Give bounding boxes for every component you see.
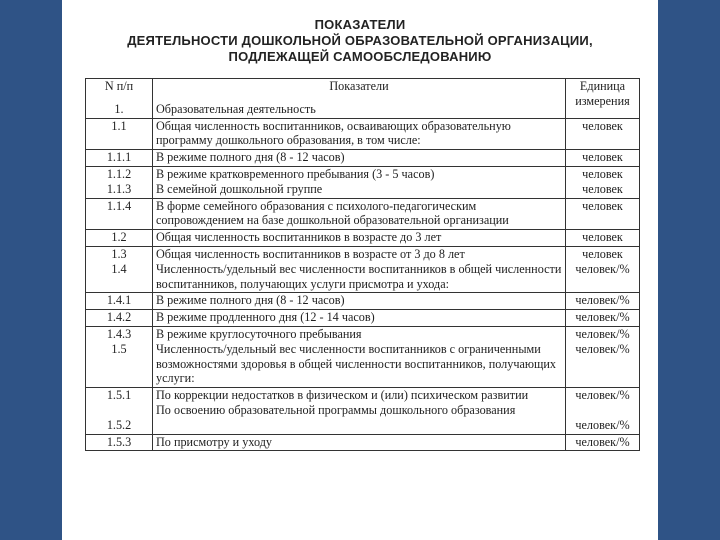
row-text: Общая численность воспитанников в возрасте от 3 до 8 лет xyxy=(156,246,465,261)
table-row xyxy=(86,166,640,198)
table-row xyxy=(86,388,640,434)
row-num-group xyxy=(86,326,153,387)
row-unit: человек/% xyxy=(566,310,640,327)
row-num: 1.5 xyxy=(111,341,127,356)
row-unit: человек xyxy=(566,198,640,230)
table-row xyxy=(86,293,640,310)
table-row xyxy=(86,434,640,451)
row-text-group xyxy=(153,388,566,434)
row-text: В форме семейного образования с психолого-педагогическим сопровождением на базе дошкольной образовательной организации xyxy=(153,198,566,230)
row-num: 1.1 xyxy=(86,118,153,150)
title-line-2: ДЕЯТЕЛЬНОСТИ ДОШКОЛЬНОЙ ОБРАЗОВАТЕЛЬНОЙ ОРГАНИЗАЦИИ, xyxy=(127,33,593,48)
table-row xyxy=(86,326,640,387)
table-row xyxy=(86,246,640,292)
row-unit-group xyxy=(566,246,640,292)
row-unit: человек xyxy=(582,246,623,261)
row-unit: человек xyxy=(566,230,640,247)
table-header-row xyxy=(86,79,640,119)
row-num: 1.1.3 xyxy=(106,181,132,196)
row-text: В режиме полного дня (8 - 12 часов) xyxy=(153,150,566,167)
row-unit: человек xyxy=(582,181,623,196)
header-indicator: Показатели xyxy=(329,79,389,93)
row-text: В режиме круглосуточного пребывания xyxy=(156,326,362,341)
document-title xyxy=(62,17,658,65)
row-text: Общая численность воспитанников, осваивающих образовательную программу дошкольного образования, в том числе: xyxy=(153,118,566,150)
row-unit: человек/% xyxy=(575,417,630,432)
document-page xyxy=(62,0,658,540)
row-text: Численность/удельный вес численности воспитанников в общей численности воспитанников, получающих услуги присмотра и ухода: xyxy=(156,261,562,291)
row-num: 1.1.4 xyxy=(86,198,153,230)
row-num: 1.1.1 xyxy=(86,150,153,167)
row-text-group xyxy=(153,166,566,198)
header-num: N п/п xyxy=(104,79,134,93)
indicators-table xyxy=(85,78,640,451)
row-num-group xyxy=(86,246,153,292)
indicator-header-cell xyxy=(153,79,566,119)
section-text: Образовательная деятельность xyxy=(156,101,316,116)
title-line-1: ПОКАЗАТЕЛИ xyxy=(314,17,406,32)
row-text: По освоению образовательной программы дошкольного образования xyxy=(156,402,516,417)
table-row xyxy=(86,230,640,247)
row-unit: человек/% xyxy=(575,261,630,276)
row-num: 1.4.1 xyxy=(86,293,153,310)
header-unit-line1: Единица xyxy=(579,79,626,93)
row-text-group xyxy=(153,246,566,292)
row-unit-group xyxy=(566,326,640,387)
row-num: 1.4 xyxy=(111,261,127,276)
row-text: В режиме полного дня (8 - 12 часов) xyxy=(153,293,566,310)
table-row xyxy=(86,310,640,327)
row-unit: человек xyxy=(582,166,623,181)
row-num: 1.2 xyxy=(86,230,153,247)
row-num: 1.4.2 xyxy=(86,310,153,327)
title-line-3: ПОДЛЕЖАЩЕЙ САМООБСЛЕДОВАНИЮ xyxy=(228,49,492,64)
row-text: В режиме кратковременного пребывания (3 - 5 часов) xyxy=(156,166,435,181)
row-unit: человек/% xyxy=(566,293,640,310)
table-row xyxy=(86,198,640,230)
row-num: 1.5.2 xyxy=(106,417,132,432)
table-row xyxy=(86,150,640,167)
row-num: 1.5.1 xyxy=(106,388,132,403)
row-text: Численность/удельный вес численности воспитанников с ограниченными возможностями здоровья в общей численности воспитанников, получающих услуги: xyxy=(156,341,557,386)
row-unit: человек/% xyxy=(575,388,630,403)
row-unit: человек xyxy=(566,150,640,167)
row-unit: человек/% xyxy=(566,434,640,451)
row-text: В семейной дошкольной группе xyxy=(156,181,323,196)
row-text: По присмотру и уходу xyxy=(153,434,566,451)
row-num: 1.5.3 xyxy=(86,434,153,451)
row-text: В режиме продленного дня (12 - 14 часов) xyxy=(153,310,566,327)
table-row xyxy=(86,118,640,150)
row-text: По коррекции недостатков в физическом и (или) психическом развитии xyxy=(156,388,529,403)
row-num: 1.1.2 xyxy=(106,166,132,181)
row-num: 1.4.3 xyxy=(106,326,132,341)
row-text-group xyxy=(153,326,566,387)
row-num-group xyxy=(86,388,153,434)
unit-header-cell xyxy=(566,79,640,119)
row-unit: человек/% xyxy=(575,326,630,341)
row-unit-group xyxy=(566,166,640,198)
row-text: Общая численность воспитанников в возрасте до 3 лет xyxy=(153,230,566,247)
row-unit: человек xyxy=(566,118,640,150)
row-unit: человек/% xyxy=(575,341,630,356)
header-unit-line2: измерения xyxy=(575,93,630,108)
section-num: 1. xyxy=(114,101,124,116)
row-unit-group xyxy=(566,388,640,434)
num-header-cell xyxy=(86,79,153,119)
row-num: 1.3 xyxy=(111,246,127,261)
row-num-group xyxy=(86,166,153,198)
